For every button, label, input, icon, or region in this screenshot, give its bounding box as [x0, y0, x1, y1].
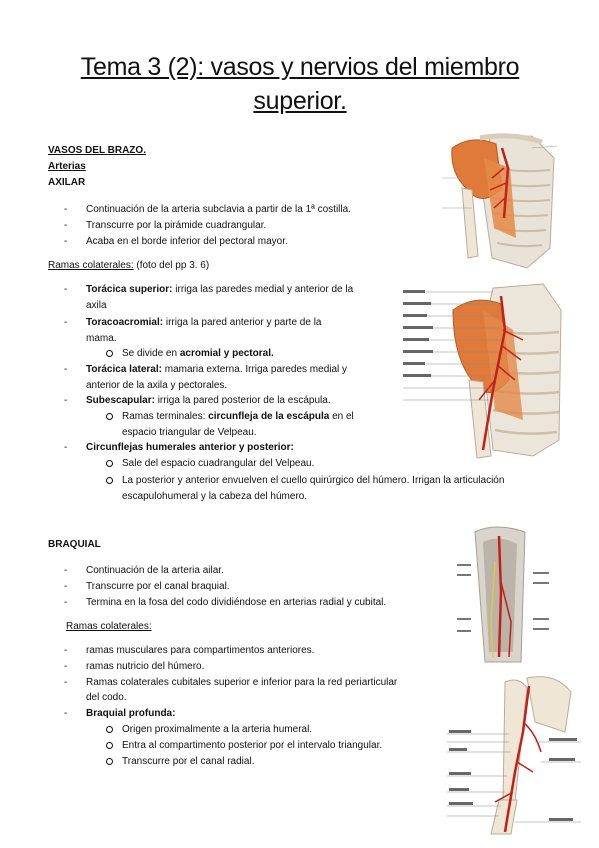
item-bold: Circunflejas humerales anterior y posterior:: [86, 442, 294, 453]
item-text: anterior de la axila y pectorales.: [86, 379, 228, 391]
list-item: [86, 315, 386, 346]
ramas-label: Ramas colaterales:: [66, 621, 152, 632]
bullet-dash: -: [64, 661, 68, 672]
list-item: Transcurre por la pirámide cuadrangular.: [86, 220, 267, 231]
sub-item: [122, 346, 274, 362]
bullet-dash: -: [64, 220, 68, 231]
braquial-heading: BRAQUIAL: [48, 539, 101, 550]
list-item: Continuación de la arteria ailar.: [86, 565, 224, 576]
item-bold: Torácica superior:: [86, 284, 173, 295]
item-bold: Toracoacromial:: [86, 317, 164, 328]
subsection-heading: Arterias: [48, 161, 86, 172]
sub-bullet: [106, 758, 113, 765]
bullet-dash: -: [64, 565, 68, 576]
bullet-dash: -: [64, 597, 68, 608]
item-text: Ramas terminales:: [122, 411, 209, 422]
bullet-dash: -: [64, 236, 68, 247]
item-text: espacio triangular de Velpeau.: [122, 426, 257, 438]
bullet-dash: -: [64, 645, 68, 656]
list-item: Continuación de la arteria subclavia a partir de la 1ª costilla.: [86, 204, 351, 215]
sub-item: Entra al compartimento posterior por el intervalo triangular.: [122, 740, 383, 751]
sub-item: [122, 473, 562, 504]
bullet-dash: -: [64, 708, 68, 719]
ramas-line: [48, 258, 209, 273]
list-item: ramas nutricio del húmero.: [86, 661, 205, 672]
list-item: Braquial profunda:: [86, 708, 176, 719]
sub-bullet: [106, 350, 113, 357]
sub-bullet: [106, 413, 113, 420]
bullet-dash: -: [64, 442, 68, 453]
sub-item: [122, 409, 402, 440]
bullet-dash: -: [64, 581, 68, 592]
item-bold: Subescapular:: [86, 395, 155, 406]
list-item: [86, 362, 386, 393]
item-bold: Torácica lateral:: [86, 364, 162, 375]
sub-item: Origen proximalmente a la arteria humeral.: [122, 724, 313, 735]
item-text: Se divide en: [122, 348, 180, 359]
item-text: escapulohumeral y la cabeza del húmero.: [122, 490, 308, 502]
bullet-dash: -: [64, 395, 68, 406]
sub-bullet: [106, 726, 113, 733]
bullet-dash: -: [64, 364, 68, 375]
sub-bullet: [106, 460, 113, 467]
item-text: irriga la pared posterior de la escápula.: [154, 395, 331, 406]
list-item: Ramas colaterales cubitales superior e inferior para la red periarticular: [86, 677, 398, 688]
axillary-branches-illustration: [383, 270, 568, 460]
ramas-note: (foto del pp 3. 6): [136, 260, 210, 271]
list-item: ramas musculares para compartimentos anteriores.: [86, 645, 315, 656]
page-title: [60, 50, 540, 118]
brachial-artery-illustration: [455, 522, 555, 667]
item-text: La posterior y anterior envuelven el cuello quirúrgico del húmero. Irrigan la articulación: [122, 475, 505, 486]
item-text: mamaria externa. Irriga paredes medial y: [161, 364, 348, 375]
deep-brachial-illustration: [445, 672, 585, 837]
sub-bullet: [106, 477, 113, 484]
list-item: Acaba en el borde inferior del pectoral mayor.: [86, 236, 288, 247]
item-text: en el: [329, 411, 354, 422]
bullet-dash: -: [64, 677, 68, 688]
bullet-dash: -: [64, 204, 68, 215]
list-item: [86, 440, 294, 456]
bullet-dash: -: [64, 284, 68, 295]
title-line-2: superior.: [253, 87, 347, 115]
item-bold: acromial y pectoral.: [179, 348, 274, 359]
axilar-heading: AXILAR: [48, 177, 86, 188]
sub-bullet: [106, 742, 113, 749]
item-text: irriga las paredes medial y anterior de la: [172, 284, 354, 295]
bullet-dash: -: [64, 317, 68, 328]
item-bold: circunfleja de la escápula: [208, 411, 330, 422]
item-text: mama.: [86, 332, 117, 344]
list-item: Termina en la fosa del codo dividiéndose en arterias radial y cubital.: [86, 597, 387, 608]
sub-item: Sale del espacio cuadrangular del Velpeau.: [122, 458, 315, 469]
axillary-artery-illustration: [432, 128, 562, 270]
list-item: [86, 282, 386, 313]
title-line-1: Tema 3 (2): vasos y nervios del miembro: [80, 53, 520, 81]
item-text: irriga la pared anterior y parte de la: [163, 317, 322, 328]
list-item-cont: del codo.: [86, 692, 127, 703]
list-item: Transcurre por el canal braquial.: [86, 581, 230, 592]
ramas-label: Ramas colaterales:: [48, 260, 134, 271]
item-text: axila: [86, 299, 107, 311]
section-heading: VASOS DEL BRAZO.: [48, 145, 146, 156]
list-item: [86, 393, 331, 409]
sub-item: Transcurre por el canal radial.: [122, 756, 255, 767]
